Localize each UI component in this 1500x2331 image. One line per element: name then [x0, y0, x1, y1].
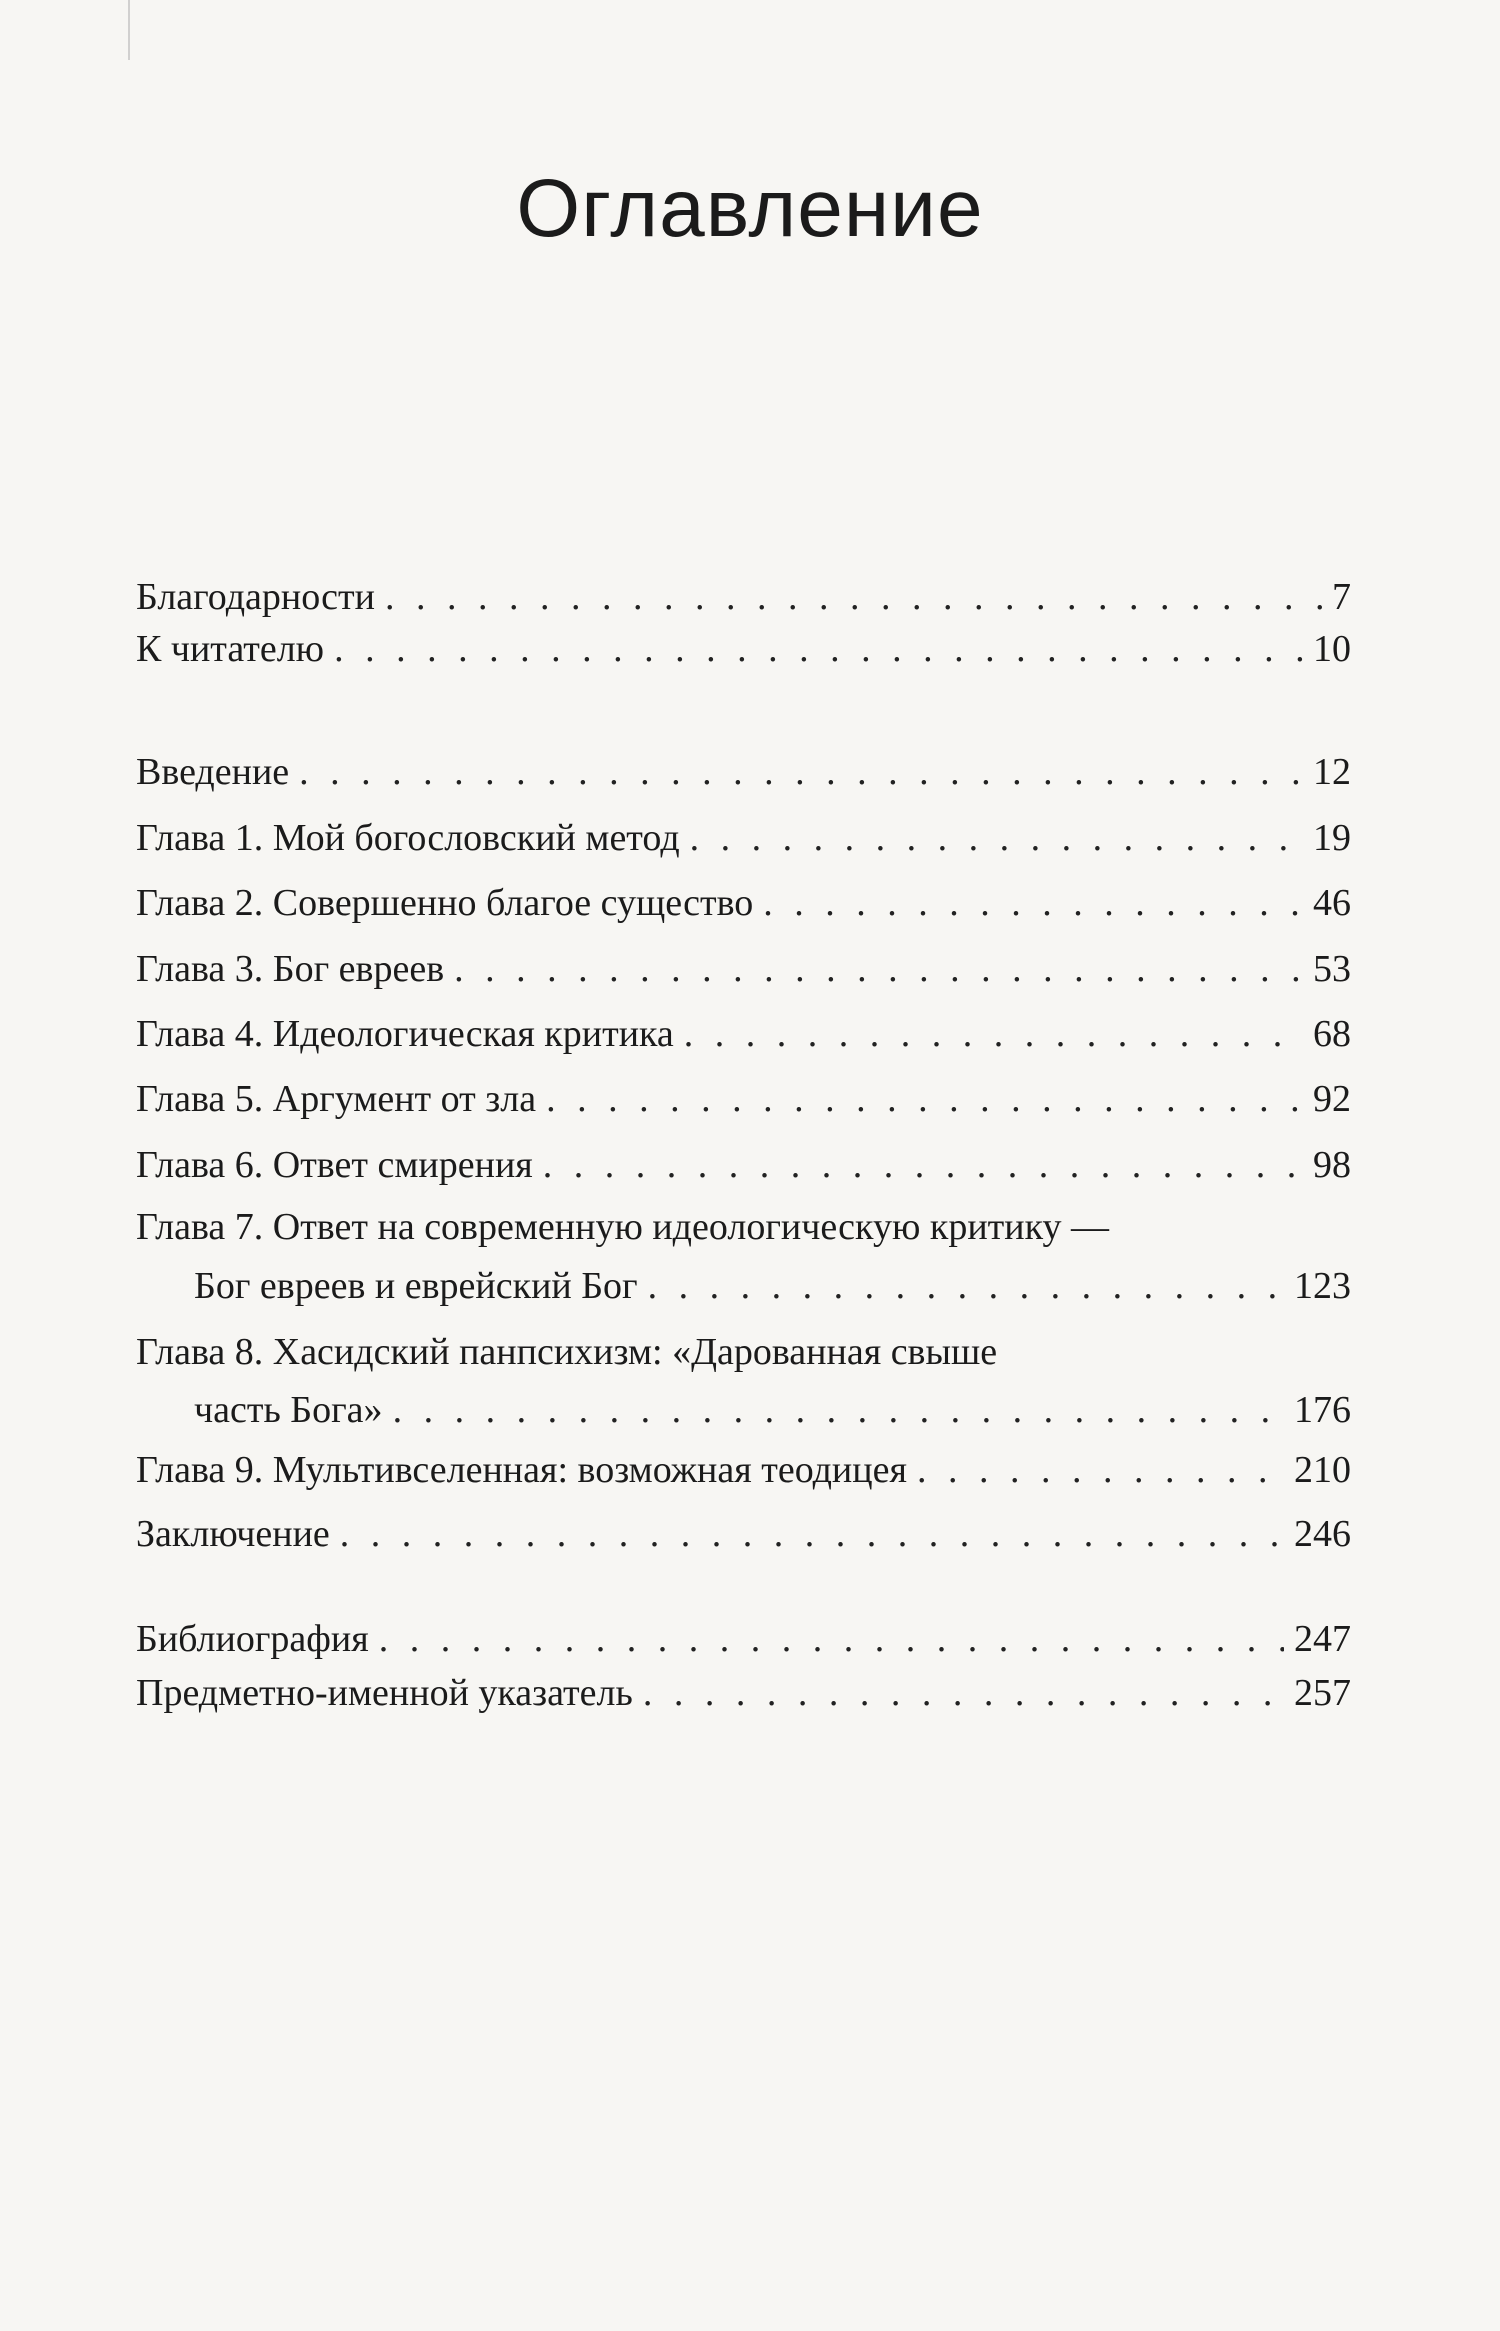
dot-leader	[763, 881, 1303, 927]
toc-entry-page: 53	[1313, 948, 1351, 990]
dot-leader	[546, 1077, 1303, 1123]
toc-entry-title: Глава 9. Мультивселенная: возможная теодицея	[136, 1449, 907, 1491]
page-title: Оглавление	[516, 163, 984, 254]
toc-entry-chapter-2[interactable]	[136, 881, 1351, 927]
dot-leader	[385, 575, 1322, 621]
toc-entry-page: 123	[1294, 1265, 1351, 1307]
toc-entry-title: Глава 2. Совершенно благое существо	[136, 882, 754, 924]
dot-leader	[454, 947, 1303, 993]
toc-entry-page: 210	[1294, 1449, 1351, 1491]
toc-entry-page: 19	[1313, 817, 1351, 859]
toc-entry-chapter-8-line1[interactable]: Глава 8. Хасидский панпсихизм: «Дарованная свыше	[136, 1331, 998, 1373]
toc-entry-title: Введение	[136, 751, 290, 793]
toc-entry-title: Глава 1. Мой богословский метод	[136, 817, 680, 859]
dot-leader	[643, 1671, 1284, 1717]
toc-entry-page: 7	[1332, 576, 1351, 618]
toc-entry-bibliography[interactable]	[136, 1617, 1351, 1663]
toc-entry-chapter-7-line1[interactable]: Глава 7. Ответ на современную идеологическую критику —	[136, 1206, 1110, 1248]
toc-entry-title: Благодарности	[136, 576, 375, 618]
toc-entry-title: часть Бога»	[194, 1389, 383, 1431]
toc-entry-title: Бог евреев и еврейский Бог	[194, 1265, 638, 1307]
toc-entry-chapter-7[interactable]	[194, 1264, 1351, 1310]
toc-entry-introduction[interactable]	[136, 750, 1351, 796]
toc-entry-page: 247	[1294, 1618, 1351, 1660]
dot-leader	[917, 1448, 1284, 1494]
toc-entry-title: Глава 3. Бог евреев	[136, 948, 445, 990]
toc-entry-page: 176	[1294, 1389, 1351, 1431]
toc-entry-title: Заключение	[136, 1513, 330, 1555]
toc-entry-chapter-3[interactable]	[136, 947, 1351, 993]
toc-entry-page: 98	[1313, 1144, 1351, 1186]
toc-entry-page: 92	[1313, 1078, 1351, 1120]
toc-entry-page: 46	[1313, 882, 1351, 924]
toc-entry-page: 246	[1294, 1513, 1351, 1555]
toc-entry-chapter-1[interactable]	[136, 816, 1351, 862]
dot-leader	[684, 1012, 1303, 1058]
dot-leader	[543, 1143, 1303, 1189]
toc-entry-title: Библиография	[136, 1618, 369, 1660]
toc-entry-chapter-6[interactable]	[136, 1143, 1351, 1189]
toc-entry-chapter-8[interactable]	[194, 1388, 1351, 1434]
page-edge-mark	[128, 0, 130, 60]
toc-entry-page: 12	[1313, 751, 1351, 793]
toc-entry-title: Предметно-именной указатель	[136, 1672, 633, 1714]
toc-entry-conclusion[interactable]	[136, 1512, 1351, 1558]
toc-entry-title: Глава 6. Ответ смирения	[136, 1144, 533, 1186]
toc-entry-page: 10	[1313, 628, 1351, 670]
toc-entry-title: Глава 4. Идеологическая критика	[136, 1013, 674, 1055]
toc-entry-acknowledgements[interactable]	[136, 575, 1351, 621]
dot-leader	[334, 627, 1303, 673]
toc-entry-title: К читателю	[136, 628, 325, 670]
toc-entry-title: Глава 5. Аргумент от зла	[136, 1078, 537, 1120]
dot-leader	[340, 1512, 1284, 1558]
toc-entry-chapter-9[interactable]	[136, 1448, 1351, 1494]
dot-leader	[299, 750, 1303, 796]
toc-entry-page: 257	[1294, 1672, 1351, 1714]
dot-leader	[379, 1617, 1284, 1663]
toc-entry-to-reader[interactable]	[136, 627, 1351, 673]
dot-leader	[690, 816, 1303, 862]
dot-leader	[648, 1264, 1284, 1310]
toc-entry-index[interactable]	[136, 1671, 1351, 1717]
toc-entry-page: 68	[1313, 1013, 1351, 1055]
dot-leader	[393, 1388, 1284, 1434]
toc-entry-chapter-5[interactable]	[136, 1077, 1351, 1123]
toc-entry-chapter-4[interactable]	[136, 1012, 1351, 1058]
